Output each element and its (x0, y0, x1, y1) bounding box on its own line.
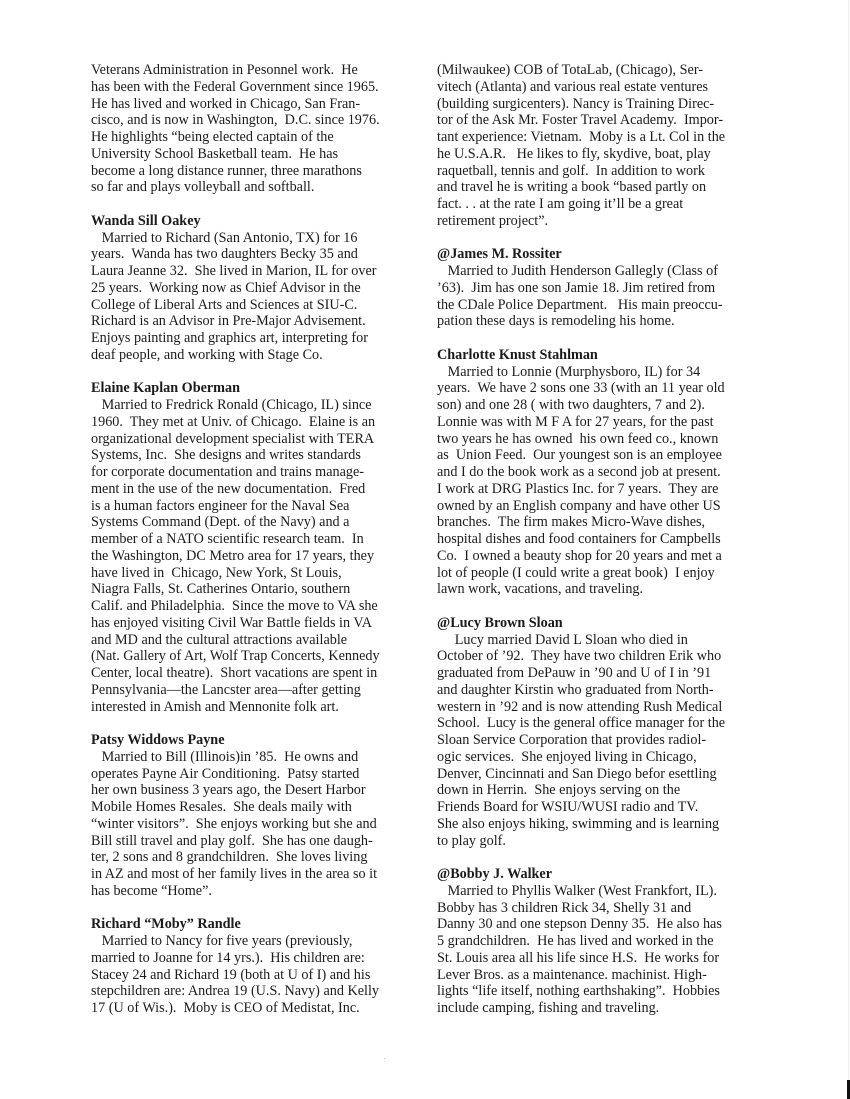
entry-name-heading: @James M. Rossiter (437, 246, 562, 263)
entry-name-heading: Wanda Sill Oakey (91, 212, 201, 229)
text-line: lawn work, vacations, and traveling. (437, 581, 644, 598)
text-line: 25 years. Working now as Chief Advisor in the (91, 279, 361, 296)
text-line: lot of people (I could write a great book) I enjoy (437, 564, 715, 581)
text-line: Bill still travel and play golf. She has one daugh- (91, 832, 373, 849)
text-line: operates Payne Air Conditioning. Patsy started (91, 765, 360, 782)
text-line: Sloan Service Corporation that provides radiol- (437, 732, 707, 748)
biography-entry (91, 213, 421, 364)
text-line: Married to Lonnie (Murphysboro, IL) for 34 (437, 363, 701, 380)
text-line: have lived in Chicago, New York, St Louis, (91, 564, 342, 581)
scan-speck (384, 1058, 385, 1059)
text-line: deaf people, and working with Stage Co. (91, 346, 323, 363)
text-line: tor of the Ask Mr. Foster Travel Academy. Impor- (437, 112, 724, 129)
text-line: years. Wanda has two daughters Becky 35 and (91, 246, 358, 263)
text-line: for corporate documentation and trains manage- (91, 464, 364, 480)
text-line: has become “Home”. (91, 882, 212, 899)
text-line: ogic services. She enjoyed living in Chicago, (437, 748, 697, 765)
biography-entry (437, 246, 782, 330)
left-column (91, 62, 421, 1034)
text-line: vitech (Atlanta) and various real estate ventures (437, 78, 709, 95)
right-column (437, 62, 782, 1034)
text-line: the Washington, DC Metro area for 17 years, they (91, 547, 375, 564)
text-line: She also enjoys hiking, swimming and is learning (437, 815, 720, 832)
text-line: Veterans Administration in Pesonnel work. He (91, 62, 358, 78)
text-line: October of ’92. They have two children Erik who (437, 648, 722, 665)
entry-name-heading: Patsy Widdows Payne (91, 732, 225, 748)
text-line: and MD and the cultural attractions available (91, 631, 348, 648)
text-line: Denver, Cincinnati and San Diego befor esettling (437, 765, 717, 782)
text-line: member of a NATO scientific research team. In (91, 531, 364, 547)
text-line: become a long distance runner, three marathons (91, 162, 362, 179)
text-line: to play golf. (437, 832, 506, 849)
text-line: Laura Jeanne 32. She lived in Marion, IL for over (91, 263, 377, 279)
text-line: stepchildren are: Andrea 19 (U.S. Navy) and Kelly (91, 983, 379, 1000)
text-line: 17 (U of Wis.). Moby is CEO of Medistat, Inc. (91, 1000, 360, 1016)
text-line: School. Lucy is the general office manager for the (437, 715, 726, 732)
text-line: Richard is an Advisor in Pre-Major Advisement. (91, 313, 366, 330)
text-line: 5 grandchildren. He has lived and worked in the (437, 933, 714, 949)
text-line: Friends Board for WSIU/WUSI radio and TV. (437, 799, 699, 815)
text-line: Married to Richard (San Antonio, TX) for 16 (91, 229, 358, 246)
biography-entry (437, 347, 782, 598)
text-line: Enjoys painting and graphics art, interpreting for (91, 330, 368, 346)
text-line: Calif. and Philadelphia. Since the move to VA she (91, 598, 378, 614)
entry-name-heading: @Lucy Brown Sloan (437, 614, 563, 631)
text-line: interested in Amish and Mennonite folk art. (91, 698, 339, 715)
entry-name-heading: Charlotte Knust Stahlman (437, 346, 598, 363)
text-line: Lever Bros. as a maintenance. machinist. High- (437, 966, 707, 983)
text-line: cisco, and is now in Washington, D.C. since 1976. (91, 112, 380, 129)
text-line: raquetball, tennis and golf. In addition to work (437, 162, 705, 179)
text-line: Mobile Homes Resales. She deals maily with (91, 799, 352, 815)
continued-paragraph (91, 62, 421, 196)
text-line: fact. . . at the rate I am going it’ll be a great (437, 196, 684, 212)
text-line: has enjoyed visiting Civil War Battle fields in VA (91, 614, 373, 631)
text-line: University School Basketball team. He has (91, 145, 339, 162)
text-line: Danny 30 and one stepson Denny 35. He also has (437, 916, 722, 933)
entry-name-heading: Elaine Kaplan Oberman (91, 380, 240, 397)
text-line: He has lived and worked in Chicago, San Fran- (91, 95, 361, 112)
text-line: I work at DRG Plastics Inc. for 7 years. They are (437, 480, 719, 497)
text-line: two years he has owned his own feed co., known (437, 430, 719, 447)
text-line: Married to Fredrick Ronald (Chicago, IL) since (91, 397, 372, 413)
text-line: ment in the use of the new documentation. Fred (91, 480, 366, 497)
text-line: graduated from DePauw in ’90 and U of I in ’91 (437, 665, 712, 681)
text-line: Lucy married David L Sloan who died in (437, 631, 688, 648)
text-line: hospital dishes and food containers for Campbells (437, 531, 721, 547)
text-line: Niagra Falls, St. Catherines Ontario, southern (91, 581, 351, 598)
text-line: pation these days is remodeling his home. (437, 313, 675, 330)
text-line: Married to Phyllis Walker (West Frankfort, IL). (437, 882, 717, 899)
text-line: and travel he is writing a book “based partly on (437, 179, 707, 196)
text-line: College of Liberal Arts and Sciences at SIU-C. (91, 296, 358, 313)
biography-entry (437, 615, 782, 850)
text-line: in AZ and most of her family lives in the area so it (91, 866, 378, 882)
text-line: (Milwaukee) COB of TotaLab, (Chicago), Ser- (437, 62, 703, 78)
text-line: son) and one 28 ( with two daughters, 7 and 2). (437, 397, 705, 413)
text-line: (Nat. Gallery of Art, Wolf Trap Concerts, Kennedy (91, 648, 380, 665)
text-line: Stacey 24 and Richard 19 (both at U of I) and his (91, 966, 371, 983)
text-line: organizational development specialist with TERA (91, 430, 375, 447)
text-line: down in Herrin. She enjoys serving on the (437, 782, 681, 799)
entry-name-heading: @Bobby J. Walker (437, 866, 553, 882)
text-line: include camping, fishing and traveling. (437, 1000, 660, 1016)
text-line: “winter visitors”. She enjoys working but she and (91, 815, 377, 832)
text-line: her own business 3 years ago, the Desert Harbor (91, 782, 366, 799)
text-line: so far and plays volleyball and softball. (91, 179, 315, 196)
text-line: Center, local theatre). Short vacations are spent in (91, 665, 378, 681)
text-line: western in ’92 and is now attending Rush Medical (437, 698, 723, 715)
text-line: Systems, Inc. She designs and writes standards (91, 447, 361, 464)
text-line: he U.S.A.R. He likes to fly, skydive, boat, play (437, 145, 711, 162)
text-line: as Union Feed. Our youngest son is an employee (437, 447, 722, 464)
text-line: (building surgicenters). Nancy is Training Direc- (437, 95, 715, 112)
text-line: Systems Command (Dept. of the Navy) and a (91, 514, 350, 531)
text-line: years. We have 2 sons one 33 (with an 11 year old (437, 380, 725, 397)
text-line: lights “life itself, nothing earthshaking”. Hobbies (437, 983, 720, 1000)
text-line: and daughter Kirstin who graduated from North- (437, 681, 714, 698)
text-line: Co. I owned a beauty shop for 20 years and met a (437, 547, 722, 564)
text-line: is a human factors engineer for the Naval Sea (91, 497, 350, 514)
text-line: the CDale Police Department. His main preoccu- (437, 296, 723, 313)
biography-entry (91, 732, 421, 900)
text-line: and I do the book work as a second job at present. (437, 464, 721, 480)
text-line: Pennsylvania—the Lancster area—after getting (91, 681, 361, 698)
text-line: St. Louis area all his life since H.S. He works for (437, 949, 720, 966)
text-line: Lonnie was with M F A for 27 years, for the past (437, 413, 714, 430)
text-line: Married to Nancy for five years (previously, (91, 933, 353, 949)
text-line: married to Joanne for 14 yrs.). His children are: (91, 949, 365, 966)
text-line: retirement project”. (437, 212, 549, 229)
text-line: ter, 2 sons and 8 grandchildren. She loves living (91, 849, 368, 866)
text-line: tant experience: Vietnam. Moby is a Lt. Col in the (437, 129, 726, 145)
text-line: 1960. They met at Univ. of Chicago. Elaine is an (91, 413, 376, 430)
continued-paragraph (437, 62, 782, 230)
biography-entry (91, 380, 421, 715)
text-line: branches. The firm makes Micro-Wave dishes, (437, 514, 706, 531)
text-line: ’63). Jim has one son Jamie 18. Jim retired from (437, 279, 716, 296)
entry-name-heading: Richard “Moby” Randle (91, 916, 241, 933)
text-line: Married to Judith Henderson Gallegly (Class of (437, 263, 718, 279)
text-line: owned by an English company and have other US (437, 497, 721, 514)
text-line: Bobby has 3 children Rick 34, Shelly 31 and (437, 899, 692, 916)
text-line: He highlights “being elected captain of the (91, 129, 334, 145)
biography-entry (437, 866, 782, 1017)
text-line: Married to Bill (Illinois)in ’85. He owns and (91, 748, 359, 765)
text-line: has been with the Federal Government since 1965. (91, 78, 379, 95)
biography-entry (91, 916, 421, 1017)
scan-edge (848, 0, 849, 1099)
